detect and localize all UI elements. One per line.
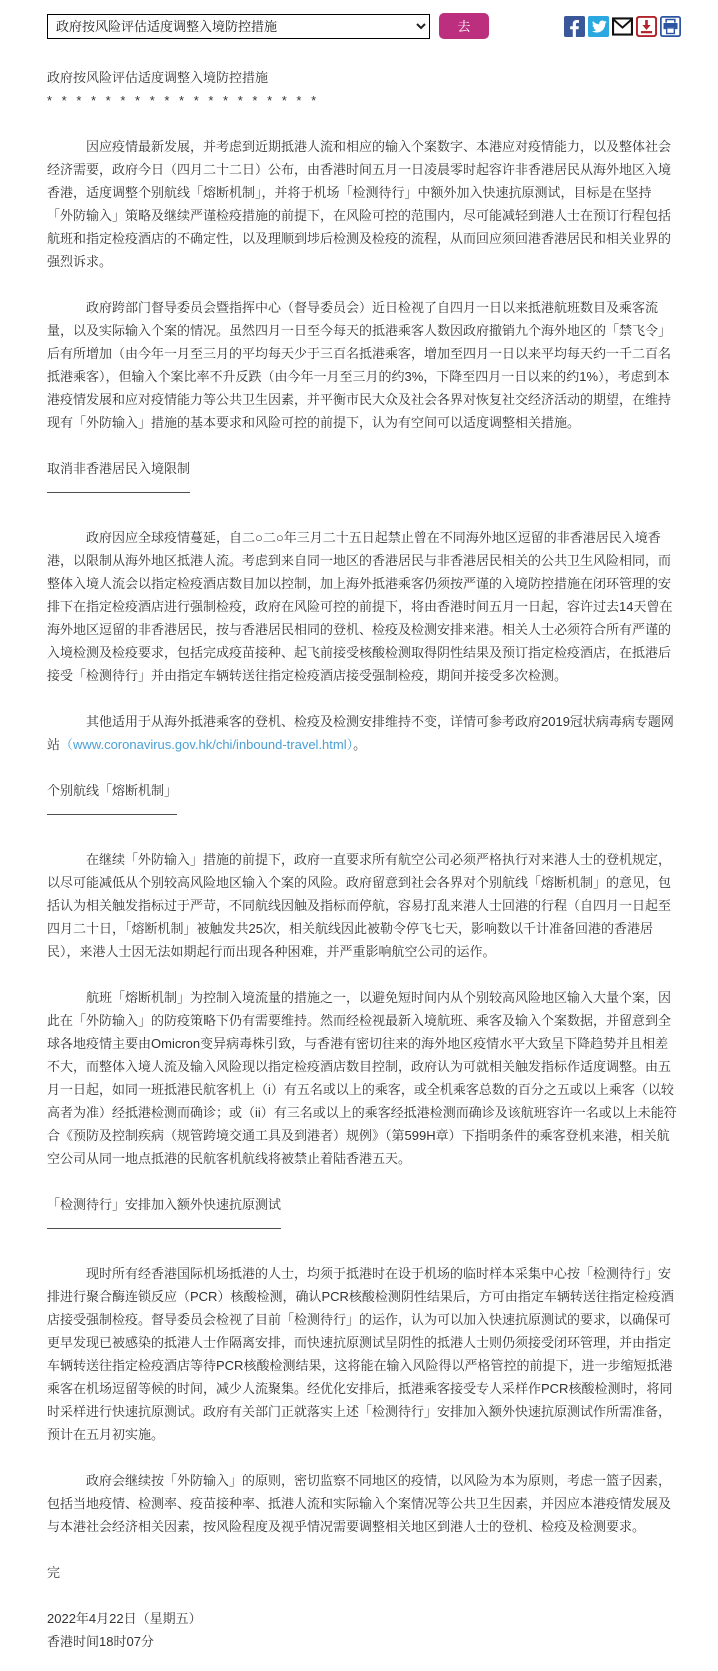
paragraph: 政府跨部门督导委员会暨指挥中心（督导委员会）近日检视了自四月一日以来抵港航班数目及乘客流量，以及实际输入个案的情况。虽然四月一日至今每天的抵港乘客人数因政府撤销九个海外地区的「禁飞令」后有所增加（由今年一月至三月的平均每天少于三百名抵港乘客，增加至四月一日以来平均每天约一千二百名抵港乘客），但输入个案比率不升反跌（由今年一月至三月的约3%，下降至四月一日以来的约1%），考虑到本港疫情发展和应对疫情能力等公共卫生因素，并平衡市民大众及社会各界对恢复社交经济活动的期望，在维持现有「外防输入」措施的基本要求和风险可控的前提下，认为有空间可以适度调整相关措施。 <box>47 300 672 430</box>
page-title: 政府按风险评估适度调整入境防控措施 <box>47 70 269 85</box>
print-share-button[interactable] <box>660 16 681 37</box>
release-date: 2022年4月22日（星期五） <box>47 1611 202 1626</box>
paragraph: 航班「熔断机制」为控制入境流量的措施之一，以避免短时间内从个别较高风险地区输入大量个案，因此在「外防输入」的防疫策略下仍有需要维持。然而经检视最新入境航班、乘客及输入个案数据，并留意到全球各地疫情主要由Omicron变异病毒株引致，与香港有密切往来的海外地区疫情水平大致呈下降趋势并且相差不大，而整体入境人流及输入风险现以指定检疫酒店数目控制，政府认为可就相关触发指标作适度调整。由五月一日起，如同一班抵港民航客机上（i）有五名或以上的乘客，或全机乘客总数的百分之五或以上乘客（以较高者为准）经抵港检测而确诊；或（ii）有三名或以上的乘客经抵港检测而确诊及该航班容许一名或以上未能符合《预防及控制疾病（规管跨境交通工具及到港者）规例》（第599H章）下指明条件的乘客登机来港，相关航空公司从同一地点抵港的民航客机航线将被禁止着陆香港五天。 <box>47 990 677 1166</box>
toolbar <box>0 0 718 39</box>
title-separator: * * * * * * * * * * * * * * * * * * * <box>47 93 318 108</box>
section-cancel-entry-ban <box>47 457 677 503</box>
section-heading: 取消非香港居民入境限制 <box>47 461 191 476</box>
paragraph: 政府会继续按「外防输入」的原则，密切监察不同地区的疫情，以风险为本为原则，考虑一篮子因素，包括当地疫情、检测率、疫苗接种率、抵港人流和实际输入个案情况等公共卫生因素，并因应本港疫情发展及与本港社会经济相关因素，按风险程度及视乎情况需要调整相关地区到港人士的登机、检疫及检测要求。 <box>47 1473 672 1534</box>
section-heading: 「检测待行」安排加入额外快速抗原测试 <box>47 1197 282 1212</box>
section-heading: 个别航线「熔断机制」 <box>47 783 178 798</box>
paragraph <box>47 710 677 756</box>
twitter-icon <box>588 16 609 37</box>
download-icon <box>636 16 657 37</box>
section-heading-underline: —————————————————— <box>47 1220 281 1235</box>
go-button[interactable]: 去 <box>439 13 489 39</box>
paragraph: 因应疫情最新发展，并考虑到近期抵港人流和相应的输入个案数字、本港应对疫情能力，以及整体社会经济需要，政府今日（四月二十二日）公布，由香港时间五月一日凌晨零时起容许非香港居民从海外地区入境香港，适度调整个别航线「熔断机制」，并将于机场「检测待行」中额外加入快速抗原测试，目标是在坚持「外防输入」策略及继续严谨检疫措施的前提下，在风险可控的范围内，尽可能减轻到港人士在预订行程包括航班和指定检疫酒店的不确定性，以及理顺到埗后检测及检疫的流程，从而回应须回港香港居民和相关业界的强烈诉求。 <box>47 139 672 269</box>
coronavirus-website-link[interactable]: （www.coronavirus.gov.hk/chi/inbound-travel.html） <box>60 737 354 752</box>
paragraph: 政府因应全球疫情蔓延，自二○二○年三月二十五日起禁止曾在不同海外地区逗留的非香港居民入境香港，以限制从海外地区抵港人流。考虑到来自同一地区的香港居民与非香港居民相关的公共卫生风险相同，而整体入境人流会以指定检疫酒店数目加以控制，加上海外抵港乘客仍须按严谨的入境防控措施在闭环管理的安排下在指定检疫酒店进行强制检疫，政府在风险可控的前提下，将由香港时间五月一日起，容许过去14天曾在海外地区逗留的非香港居民，按与香港居民相同的登机、检疫及检测安排来港。相关人士必须符合所有严谨的入境检测及检疫要求，包括完成疫苗接种、起飞前接受核酸检测取得阴性结果及预订指定检疫酒店，在抵港后接受「检测待行」并由指定车辆转送往指定检疫酒店接受强制检疫，期间并接受多次检测。 <box>47 530 673 683</box>
section-route-circuit-breaker <box>47 779 677 825</box>
facebook-icon <box>564 16 585 37</box>
paragraph: 在继续「外防输入」措施的前提下，政府一直要求所有航空公司必须严格执行对来港人士的登机规定，以尽可能减低从个别较高风险地区输入个案的风险。政府留意到社会各界对个别航线「熔断机制」的意见，包括认为相关触发指标过于严苛，不同航线因触及指标而停航，容易打乱来港人士回港的行程（自四月一日起至四月二十日，「熔断机制」被触发共25次，相关航线因此被勒令停飞七天，影响数以千计准备回港的香港居民），来港人士因无法如期起行而出现各种困难，并严重影响航空公司的运作。 <box>47 852 672 959</box>
release-time: 香港时间18时07分 <box>47 1634 154 1649</box>
share-bar <box>564 16 681 37</box>
email-share-button[interactable] <box>612 16 633 37</box>
paragraph-text: 其他适用于从海外抵港乘客的登机、检疫及检测安排维持不变，详情可参考政府2019冠状病毒病专题网站 <box>47 714 674 752</box>
press-release-select[interactable] <box>47 14 430 39</box>
section-heading-underline: ——————————— <box>47 484 190 499</box>
download-share-button[interactable] <box>636 16 657 37</box>
section-test-and-hold-rat <box>47 1193 677 1239</box>
section-heading-underline: —————————— <box>47 806 177 821</box>
email-icon <box>612 16 633 37</box>
print-icon <box>660 16 681 37</box>
facebook-share-button[interactable] <box>564 16 585 37</box>
press-release-article <box>0 39 718 1671</box>
paragraph: 现时所有经香港国际机场抵港的人士，均须于抵港时在设于机场的临时样本采集中心按「检测待行」安排进行聚合酶连锁反应（PCR）核酸检测，确认PCR核酸检测阴性结果后，方可由指定车辆转送往指定检疫酒店接受强制检疫。督导委员会检视了目前「检测待行」的运作，认为可以加入快速抗原测试的要求，以确保可更早发现已被感染的抵港人士作隔离安排，而快速抗原测试呈阴性的抵港人士则仍须接受闭环管理，并由指定车辆转送往指定检疫酒店等待PCR核酸检测结果，这将能在输入风险得以严格管控的前提下，进一步缩短抵港乘客在机场逗留等候的时间，减少人流聚集。经优化安排后，抵港乘客接受专人采样作PCR核酸检测时，将同时采样进行快速抗原测试。政府有关部门正就落实上述「检测待行」安排加入额外快速抗原测试作所需准备，预计在五月初实施。 <box>47 1266 674 1442</box>
end-mark: 完 <box>47 1565 61 1580</box>
paragraph-text: 。 <box>353 737 367 752</box>
twitter-share-button[interactable] <box>588 16 609 37</box>
